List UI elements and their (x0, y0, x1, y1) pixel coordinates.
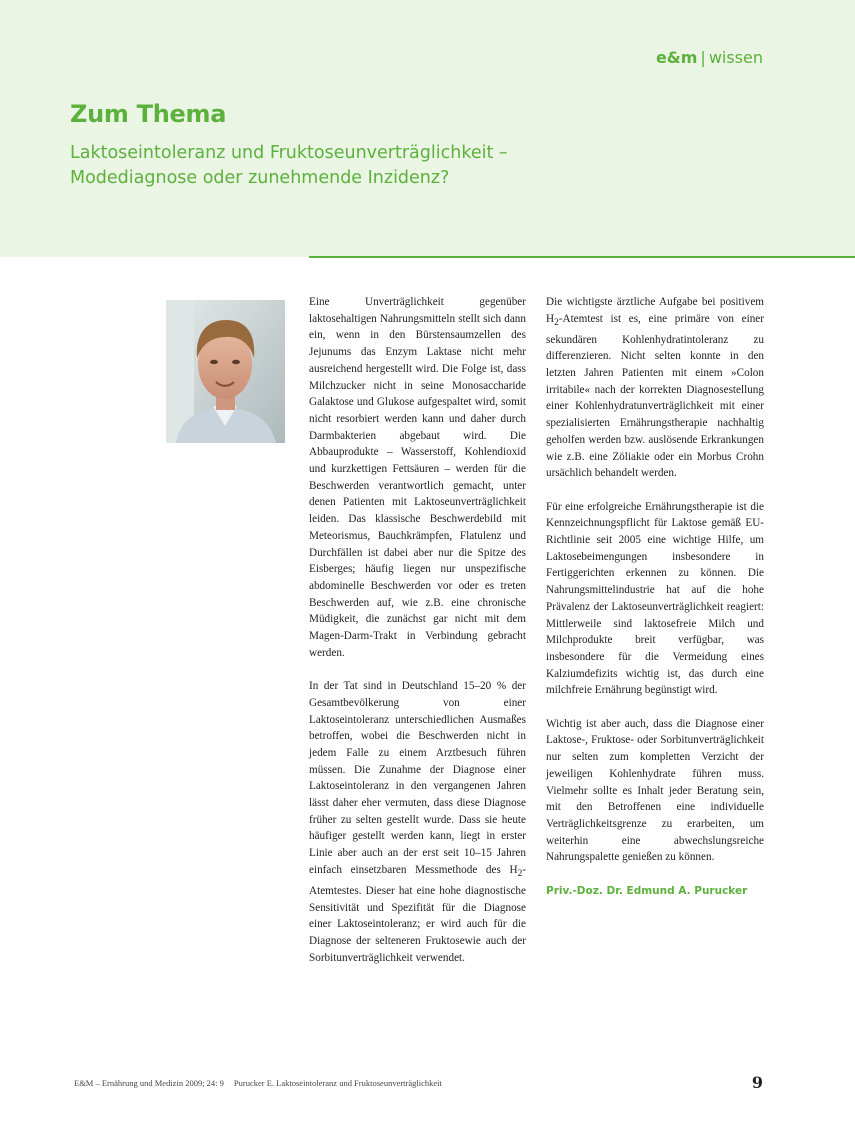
brand-separator: | (700, 48, 706, 67)
page-number: 9 (751, 1073, 763, 1092)
footer-citation (74, 1078, 442, 1088)
text-column-left (309, 294, 526, 983)
divider-rule (309, 256, 855, 258)
footer-journal: E&M – Ernährung und Medizin 2009; 24: 9 (74, 1078, 224, 1088)
paragraph: In der Tat sind in Deutschland 15–20 % der Gesamtbevölkerung von einer Laktoseintoleranz unterschiedlichen Ausmaßes betroffen, wobei die Beschwerden nicht in jedem Falle zu einem Arztbesuch führen müssen. Die Zunahme der Diagnose einer Laktoseintoleranz in den vergangenen Jahren lässt daher eher vermuten, dass diese Diagnose früher zu selten gestellt wurde. Dass sie heute häufiger gestellt werden kann, liegt in erster Linie aber auch an der erst seit 10–15 Jahren einfach einsetzbaren Messmethode des $H_2$-Atemtestes. Dieser hat eine hohe diagnostische Sensitivität und Spezifität für die Diagnose einer Laktoseintoleranz; er wird auch für die Diagnose der selteneren Fruktosewie auch der Sorbitunverträglichkeit verwendet. (309, 680, 526, 964)
paragraph: Die wichtigste ärztliche Aufgabe bei positivem $H_2$-Atemtest ist es, eine primäre von einer sekundären Kohlenhydratintoleranz zu differenzieren. Nicht selten konnte in den letzten Jahren Patienten mit einem »Colon irritabile« nach der korrekten Diagnosestellung einer Kohlenhydratunverträglichkeit mit einer spezialisierten Ernährungstherapie nachhaltig geholfen werden bzw. auslösende Erkrankungen wie z.B. eine Zöliakie oder ein Morbus Crohn ursächlich behandelt werden. (546, 296, 764, 480)
footer-reference: Purucker E. Laktoseintoleranz und Fruktoseunverträglichkeit (233, 1078, 442, 1088)
paragraph: Eine Unverträglichkeit gegenüber laktosehaltigen Nahrungsmitteln stellt sich dann ein, wenn in den Bürstensaumzellen des Jejunums das Enzym Laktase nicht mehr ausreichend hergestellt wird. Die Folge ist, dass Milchzucker nicht in seine Monosaccharide Galaktose und Glukose aufgespaltet wird, somit nicht resorbiert werden kann und daher durch Darmbakterien abgebaut wird. Die Abbauprodukte – Wasserstoff, Kohlendioxid und kurzkettigen Fettsäuren – werden für die Beschwerden verantwortlich gemacht, unter denen Patienten mit Laktoseunverträglichkeit leiden. Das klassische Beschwerdebild mit Meteorismus, Bauchkrämpfen, Flatulenz und Durchfällen ist dabei aber nur die Spitze des Eisberges; häufig liegen nur unspezifische abdominelle Beschwerden vor oder es treten Beschwerden auf, wie z.B. eine chronische Müdigkeit, die zunächst gar nicht mit dem Magen-Darm-Trakt in Verbindung gebracht werden. (309, 296, 526, 659)
brand-logo (656, 48, 763, 67)
author-signature: Priv.-Doz. Dr. Edmund A. Purucker (546, 884, 748, 897)
brand-name: e&m (655, 48, 698, 67)
text-column-right (546, 294, 764, 916)
article-headline (70, 141, 630, 190)
section-kicker: Zum Thema (70, 100, 227, 128)
header-band (0, 0, 855, 257)
brand-section: wissen (708, 48, 763, 67)
headline-line-1: Laktoseintoleranz und Fruktoseunverträglichkeit – (70, 143, 508, 163)
paragraph: Wichtig ist aber auch, dass die Diagnose einer Laktose-, Fruktose- oder Sorbitunverträglichkeit nur selten zum kompletten Verzicht der jeweiligen Kohlenhydrate führen muss. Vielmehr sollte es Inhalt jeder Beratung sein, mit den Betroffenen eine individuelle Verträglichkeitsgrenze zu erarbeiten, um weiterhin eine abwechslungsreiche Nahrungspalette genießen zu können. (546, 717, 764, 864)
paragraph: Für eine erfolgreiche Ernährungstherapie ist die Kennzeichnungspflicht für Laktose gemäß EU-Richtlinie seit 2005 eine wichtige Hilfe, um Laktosebeimengungen insbesondere in Fertiggerichten erkennen zu können. Die Nahrungsmittelindustrie hat auf die hohe Prävalenz der Laktoseunverträglichkeit reagiert: Mittlerweile sind laktosefreie Milch und Milchprodukte breit verfügbar, was insbesondere für die Vermeidung eines Kalziumdefizits wichtig ist, das durch eine milchfreie Ernährung begünstigt wird. (546, 500, 764, 697)
author-photo (166, 300, 285, 443)
headline-line-2: Modediagnose oder zunehmende Inzidenz? (70, 167, 450, 188)
